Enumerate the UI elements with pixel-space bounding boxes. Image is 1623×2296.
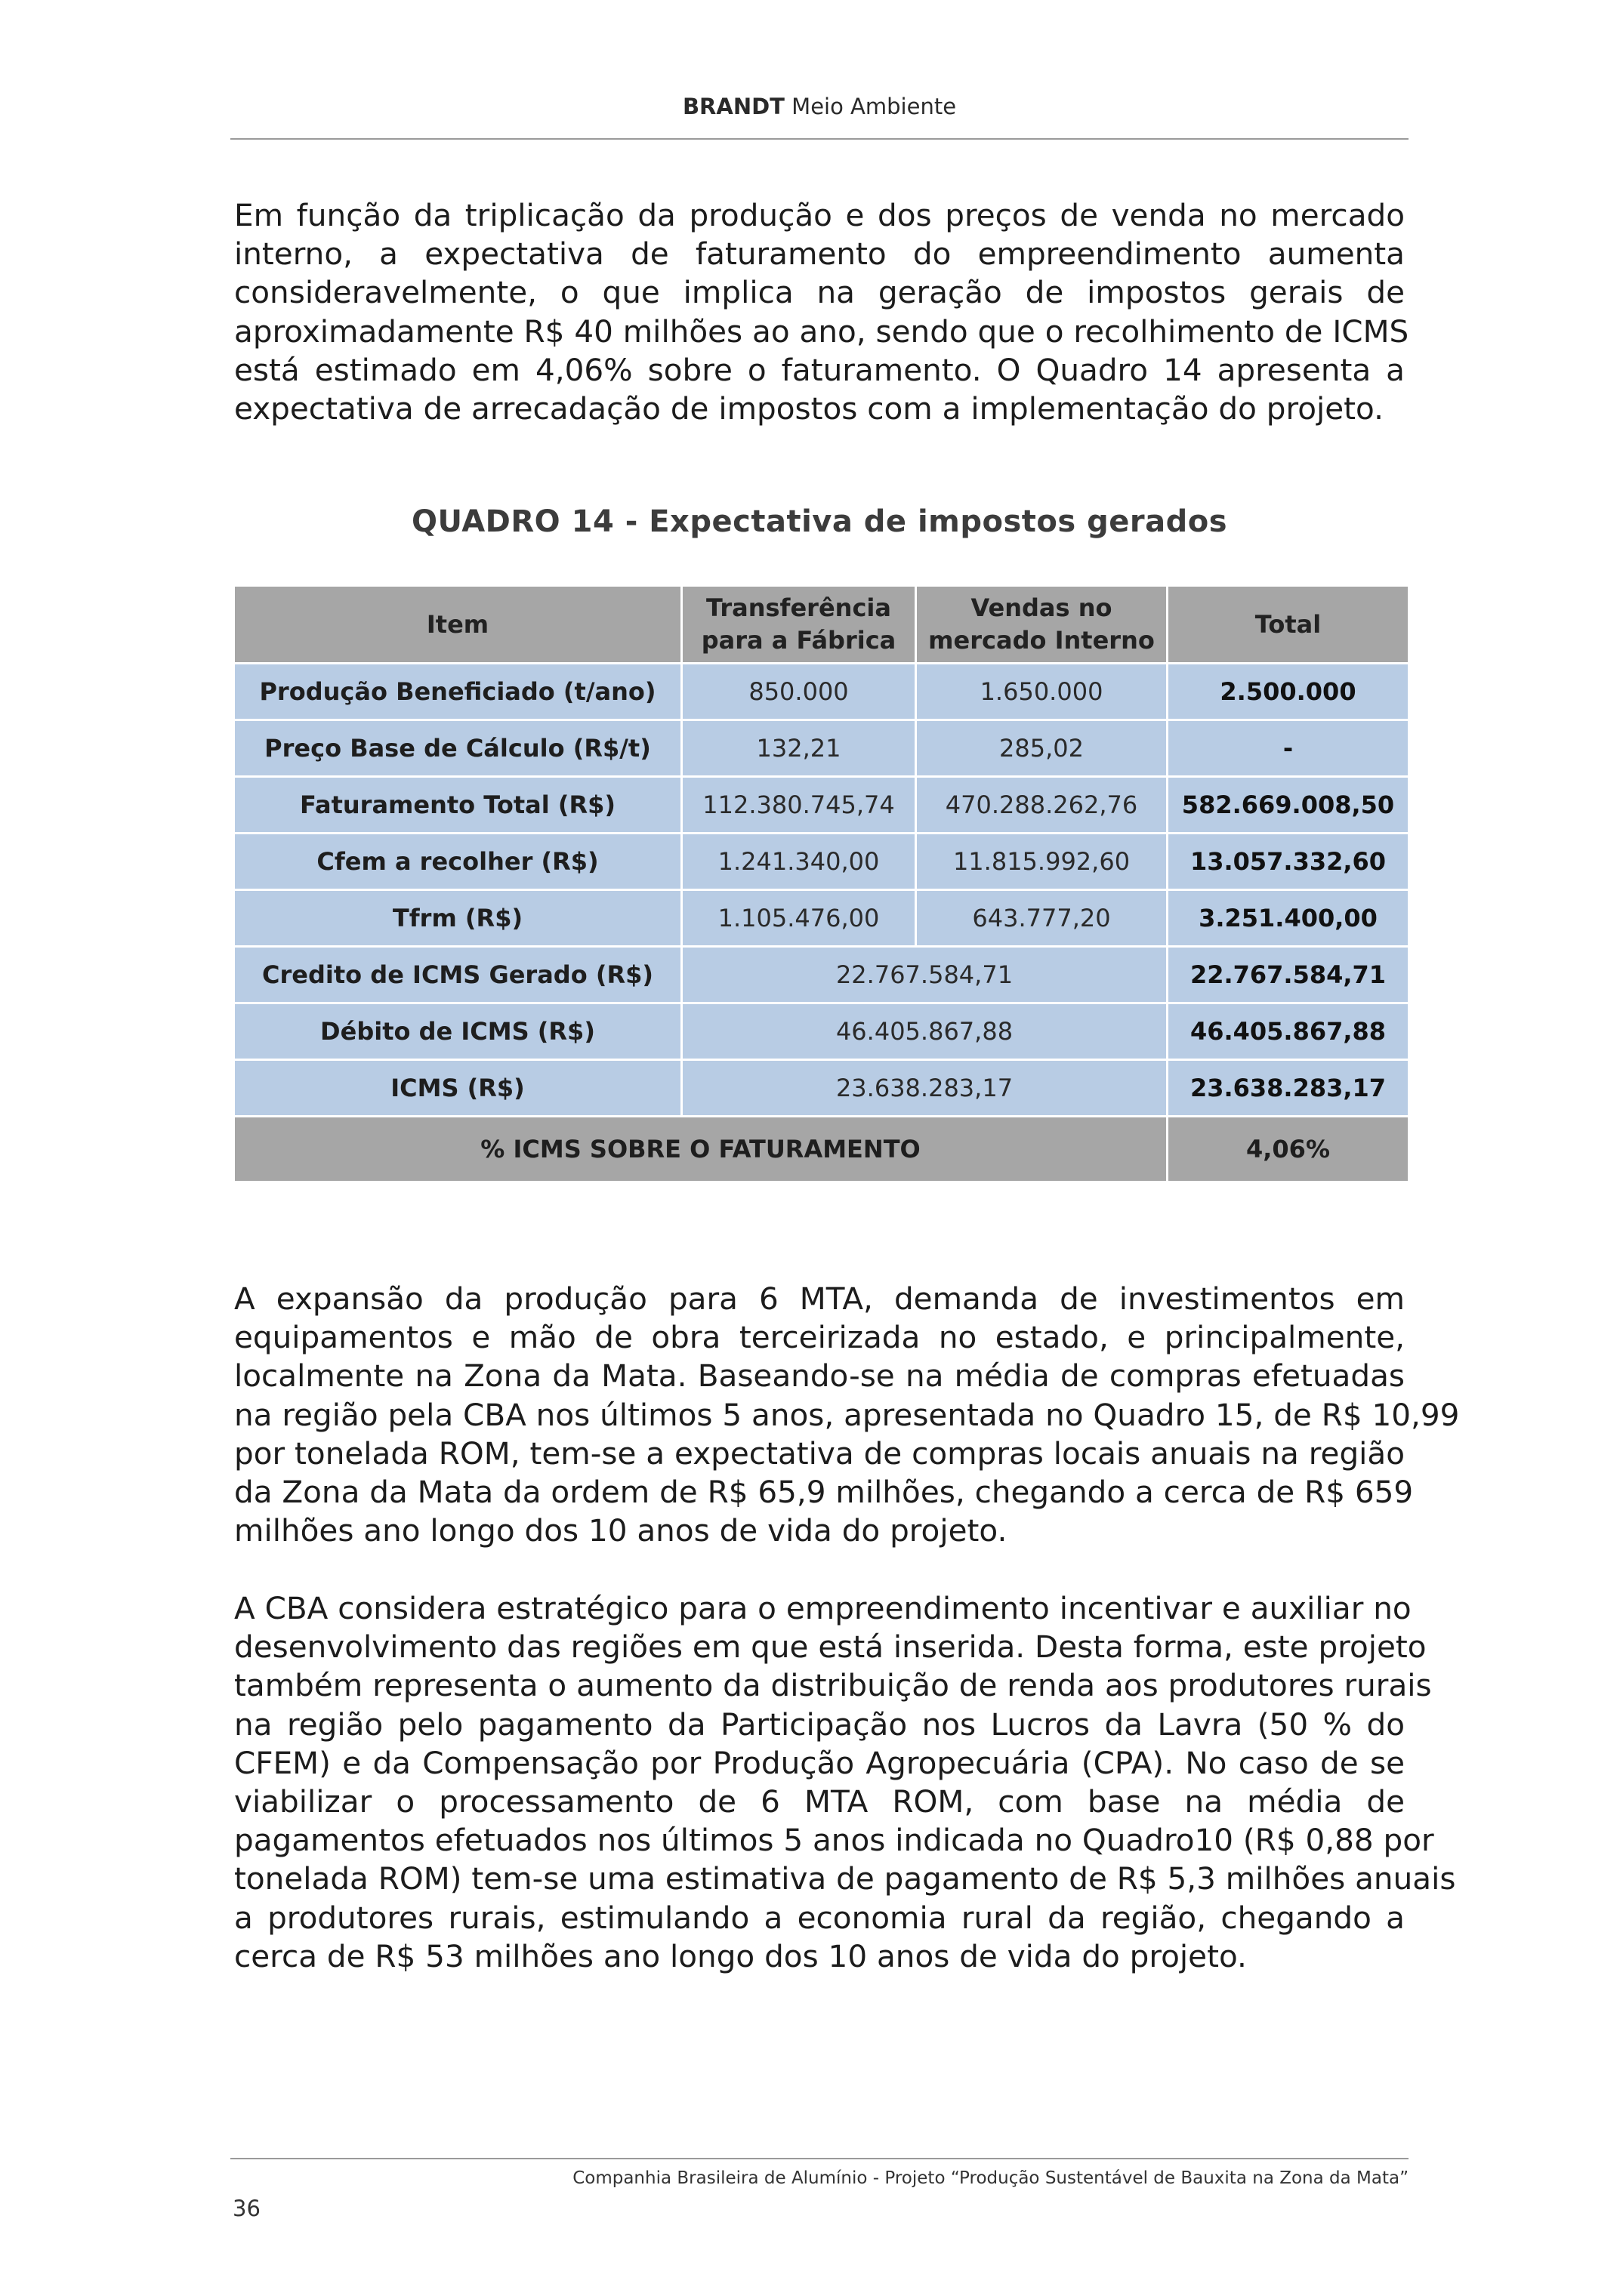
cell-total: 2.500.000 <box>1168 664 1409 720</box>
paragraph-line: A expansão da produção para 6 MTA, demanda de investimentos em <box>234 1281 1405 1317</box>
cell-vendas: 11.815.992,60 <box>916 834 1168 890</box>
paragraph-line: equipamentos e mão de obra terceirizada no estado, e principalmente, <box>234 1319 1405 1356</box>
cell-total: 3.251.400,00 <box>1168 890 1409 947</box>
cell-total: 22.767.584,71 <box>1168 947 1409 1003</box>
cell-transfer: 1.241.340,00 <box>682 834 916 890</box>
paragraph-line: aproximadamente R$ 40 milhões ao ano, sendo que o recolhimento de ICMS <box>234 313 1409 350</box>
paragraph-line: está estimado em 4,06% sobre o faturamento. O Quadro 14 apresenta a <box>234 351 1405 388</box>
table-row <box>234 664 1409 720</box>
row-label: ICMS (R$) <box>234 1060 682 1117</box>
header-brand: BRANDT <box>682 94 785 119</box>
paragraph-line: também representa o aumento da distribuição de renda aos produtores rurais <box>234 1667 1432 1704</box>
cell-total: 46.405.867,88 <box>1168 1003 1409 1060</box>
paragraph-line: a produtores rurais, estimulando a economia rural da região, chegando a <box>234 1899 1405 1936</box>
header-transfer-line2: para a Fábrica <box>701 626 896 655</box>
header-vendas-line1: Vendas no <box>970 593 1112 622</box>
table-row <box>234 947 1409 1003</box>
footer-label: % ICMS SOBRE O FATURAMENTO <box>234 1117 1168 1182</box>
paragraph-line: expectativa de arrecadação de impostos com a implementação do projeto. <box>234 390 1384 427</box>
paragraph-line: localmente na Zona da Mata. Baseando-se na média de compras efetuadas <box>234 1358 1405 1395</box>
header-total: Total <box>1168 586 1409 664</box>
paragraph-line: da Zona da Mata da ordem de R$ 65,9 milhões, chegando a cerca de R$ 659 <box>234 1474 1414 1511</box>
table-footer-row <box>234 1117 1409 1182</box>
page-number: 36 <box>233 2196 261 2221</box>
cell-vendas: 643.777,20 <box>916 890 1168 947</box>
table-row <box>234 834 1409 890</box>
cell-transfer: 132,21 <box>682 720 916 777</box>
paragraph-line: por tonelada ROM, tem-se a expectativa de compras locais anuais na região <box>234 1435 1405 1472</box>
row-label: Faturamento Total (R$) <box>234 777 682 834</box>
cell-merged-value: 22.767.584,71 <box>682 947 1168 1003</box>
cell-total: 23.638.283,17 <box>1168 1060 1409 1117</box>
header-item: Item <box>234 586 682 664</box>
paragraph-line: na região pelo pagamento da Participação nos Lucros da Lavra (50 % do <box>234 1706 1405 1743</box>
footer-text: Companhia Brasileira de Alumínio - Projeto “Produção Sustentável de Bauxita na Zona da Mata” <box>572 2168 1409 2188</box>
cell-total: 582.669.008,50 <box>1168 777 1409 834</box>
table-header-row <box>234 586 1409 664</box>
cell-merged-value: 46.405.867,88 <box>682 1003 1168 1060</box>
footer-total: 4,06% <box>1168 1117 1409 1182</box>
paragraph-line: tonelada ROM) tem-se uma estimativa de pagamento de R$ 5,3 milhões anuais <box>234 1860 1456 1897</box>
row-label: Cfem a recolher (R$) <box>234 834 682 890</box>
table-row <box>234 1060 1409 1117</box>
table-caption: QUADRO 14 - Expectativa de impostos gerados <box>411 504 1228 539</box>
table-row <box>234 890 1409 947</box>
header-transfer <box>682 586 916 664</box>
page-header <box>230 94 1409 119</box>
header-vendas <box>916 586 1168 664</box>
row-label: Débito de ICMS (R$) <box>234 1003 682 1060</box>
footer-divider <box>230 2158 1409 2159</box>
row-label: Tfrm (R$) <box>234 890 682 947</box>
row-label: Produção Beneficiado (t/ano) <box>234 664 682 720</box>
header-subtitle: Meio Ambiente <box>791 94 957 119</box>
paragraph-line: desenvolvimento das regiões em que está inserida. Desta forma, este projeto <box>234 1629 1427 1666</box>
paragraph-line: interno, a expectativa de faturamento do empreendimento aumenta <box>234 236 1405 273</box>
paragraph-line: consideravelmente, o que implica na geração de impostos gerais de <box>234 274 1405 311</box>
table-row <box>234 777 1409 834</box>
paragraph-line: Em função da triplicação da produção e dos preços de venda no mercado <box>234 197 1405 233</box>
paragraph-line: CFEM) e da Compensação por Produção Agropecuária (CPA). No caso de se <box>234 1744 1405 1781</box>
table-row <box>234 720 1409 777</box>
paragraph-line: A CBA considera estratégico para o empreendimento incentivar e auxiliar no <box>234 1590 1412 1626</box>
cell-merged-value: 23.638.283,17 <box>682 1060 1168 1117</box>
paragraph-icms-intro <box>234 196 1409 428</box>
paragraph-line: na região pela CBA nos últimos 5 anos, apresentada no Quadro 15, de R$ 10,99 <box>234 1396 1460 1433</box>
paragraph-expansion <box>234 1280 1460 1550</box>
row-label: Preço Base de Cálculo (R$/t) <box>234 720 682 777</box>
paragraph-line: cerca de R$ 53 milhões ano longo dos 10 anos de vida do projeto. <box>234 1937 1247 1974</box>
cell-total: 13.057.332,60 <box>1168 834 1409 890</box>
paragraph-line: milhões ano longo dos 10 anos de vida do projeto. <box>234 1512 1007 1549</box>
header-vendas-line2: mercado Interno <box>928 626 1155 655</box>
row-label: Credito de ICMS Gerado (R$) <box>234 947 682 1003</box>
cell-total: - <box>1168 720 1409 777</box>
tax-table <box>233 584 1410 1183</box>
cell-transfer: 112.380.745,74 <box>682 777 916 834</box>
cell-vendas: 285,02 <box>916 720 1168 777</box>
header-divider <box>230 138 1409 140</box>
paragraph-line: pagamentos efetuados nos últimos 5 anos indicada no Quadro10 (R$ 0,88 por <box>234 1822 1434 1859</box>
paragraph-strategy <box>234 1589 1456 1976</box>
cell-transfer: 850.000 <box>682 664 916 720</box>
cell-transfer: 1.105.476,00 <box>682 890 916 947</box>
paragraph-line: viabilizar o processamento de 6 MTA ROM, com base na média de <box>234 1783 1405 1820</box>
table-row <box>234 1003 1409 1060</box>
cell-vendas: 470.288.262,76 <box>916 777 1168 834</box>
header-transfer-line1: Transferência <box>706 593 891 622</box>
cell-vendas: 1.650.000 <box>916 664 1168 720</box>
